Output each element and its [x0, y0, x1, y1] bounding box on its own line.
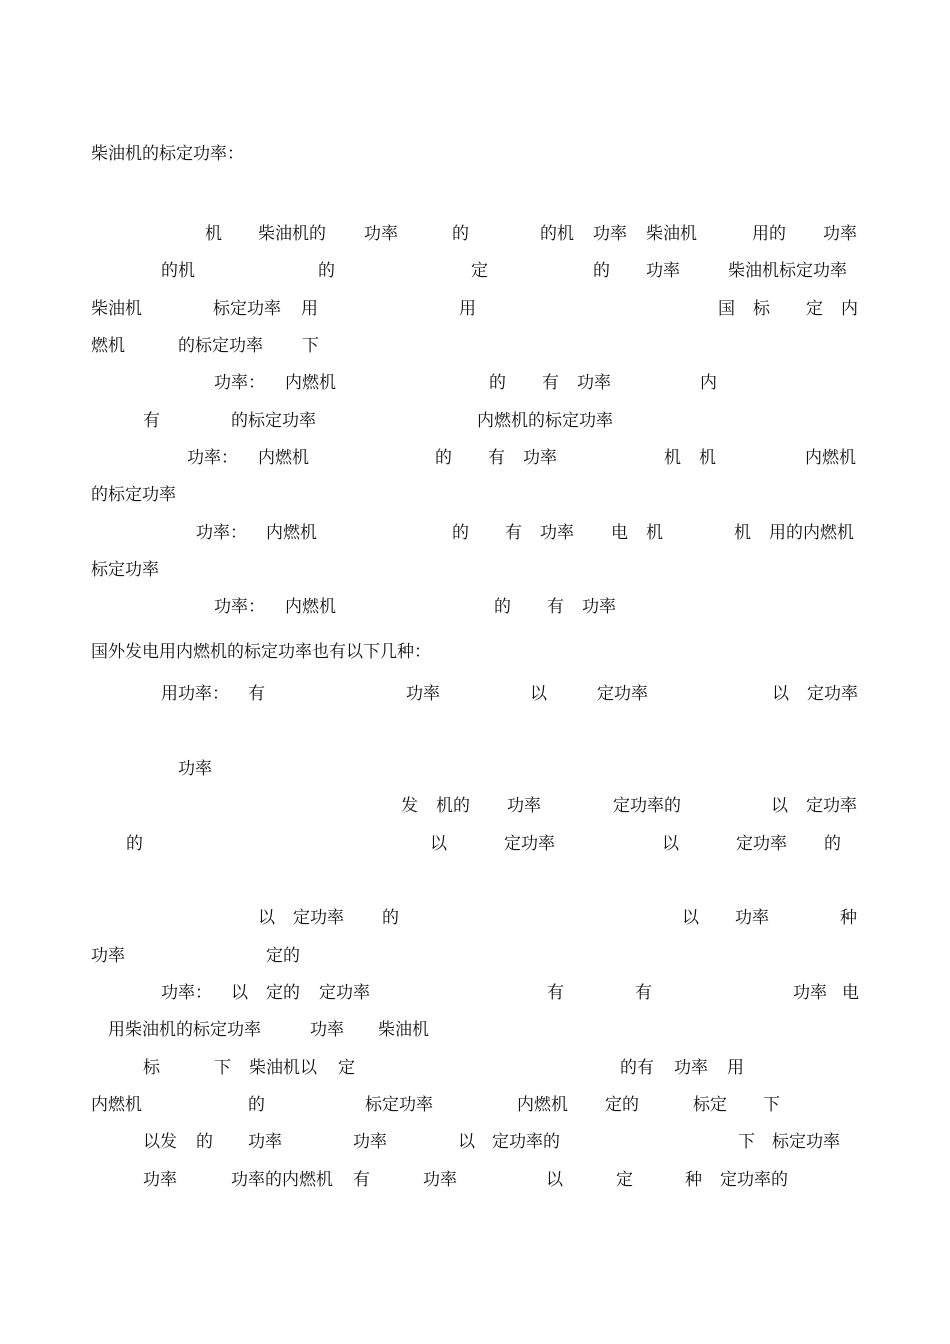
text-fragment: 以 [530, 684, 547, 704]
text-fragment: 标 [753, 299, 770, 319]
text-fragment: 内 [700, 373, 717, 393]
text-fragment: 标 [143, 1058, 160, 1078]
text-fragment: 的 [489, 373, 506, 393]
text-fragment: 电 [611, 523, 628, 543]
text-fragment: 种 [840, 908, 857, 928]
text-fragment: 国 [718, 299, 735, 319]
text-fragment: 柴油机以 [249, 1058, 317, 1078]
text-fragment: 种 [685, 1170, 702, 1190]
text-fragment: 柴油机 [646, 224, 697, 244]
text-fragment: 定功率的 [720, 1170, 788, 1190]
text-fragment: 功率 [310, 1020, 344, 1040]
section-heading: 国外发电用内燃机的标定功率也有以下几种： [91, 642, 431, 662]
text-fragment: 以 [662, 834, 679, 854]
text-fragment: 功率 [91, 946, 125, 966]
text-fragment: 用 [301, 299, 318, 319]
text-fragment: 定 [471, 261, 488, 281]
text-fragment: 的 [248, 1095, 265, 1115]
text-fragment: 功率 [364, 224, 398, 244]
text-fragment: 内燃机 [258, 448, 309, 468]
text-fragment: 以 [771, 796, 788, 816]
text-fragment: 定的 [605, 1095, 639, 1115]
text-fragment: 机 [734, 523, 751, 543]
text-fragment: 用 [459, 299, 476, 319]
text-fragment: 内燃机的标定功率 [477, 411, 613, 431]
text-fragment: 内燃机 [517, 1095, 568, 1115]
text-fragment: 机的 [436, 796, 470, 816]
text-fragment: 柴油机的 [258, 224, 326, 244]
text-fragment: 有 [547, 983, 564, 1003]
text-fragment: 燃机 [91, 336, 125, 356]
text-fragment: 机 [205, 224, 222, 244]
text-fragment: 机 [646, 523, 663, 543]
text-fragment: 功率： [214, 373, 265, 393]
text-fragment: 有 [143, 411, 160, 431]
text-fragment: 有 [635, 983, 652, 1003]
text-fragment: 下 [214, 1058, 231, 1078]
text-fragment: 内燃机 [285, 597, 336, 617]
text-fragment: 的 [593, 261, 610, 281]
text-fragment: 的标定功率 [231, 411, 316, 431]
text-fragment: 定功率的 [613, 796, 681, 816]
text-fragment: 内燃机 [285, 373, 336, 393]
text-fragment: 内燃机 [805, 448, 856, 468]
text-fragment: 定功率 [293, 908, 344, 928]
text-fragment: 的标定功率 [178, 336, 263, 356]
text-fragment: 功率 [248, 1132, 282, 1152]
text-fragment: 标定功率 [365, 1095, 433, 1115]
text-fragment: 的 [452, 224, 469, 244]
text-fragment: 功率 [423, 1170, 457, 1190]
text-fragment: 机 [664, 448, 681, 468]
text-fragment: 的 [318, 261, 335, 281]
text-fragment: 定功率 [806, 796, 857, 816]
text-fragment: 功率： [161, 983, 212, 1003]
text-fragment: 有 [488, 448, 505, 468]
text-fragment: 有 [248, 684, 265, 704]
text-fragment: 柴油机 [91, 299, 142, 319]
text-fragment: 内 [841, 299, 858, 319]
text-fragment: 定 [338, 1058, 355, 1078]
text-fragment: 用的 [752, 224, 786, 244]
text-fragment: 的 [126, 834, 143, 854]
text-fragment: 内燃机 [91, 1095, 142, 1115]
text-fragment: 的 [494, 597, 511, 617]
text-fragment: 功率 [582, 597, 616, 617]
text-fragment: 用柴油机的标定功率 [108, 1020, 261, 1040]
text-fragment: 有 [547, 597, 564, 617]
text-fragment: 定功率 [319, 983, 370, 1003]
text-fragment: 下 [763, 1095, 780, 1115]
text-fragment: 功率 [823, 224, 857, 244]
text-fragment: 以发 [143, 1132, 177, 1152]
text-fragment: 的 [824, 834, 841, 854]
text-fragment: 定的 [266, 946, 300, 966]
text-fragment: 功率 [143, 1170, 177, 1190]
text-fragment: 以 [772, 684, 789, 704]
text-fragment: 用 [727, 1058, 744, 1078]
text-fragment: 定功率的 [492, 1132, 560, 1152]
text-fragment: 功率 [735, 908, 769, 928]
text-fragment: 机 [699, 448, 716, 468]
text-fragment: 定功率 [504, 834, 555, 854]
text-fragment: 定功率 [736, 834, 787, 854]
text-fragment: 有 [505, 523, 522, 543]
text-fragment: 的 [435, 448, 452, 468]
text-fragment: 标定功率 [91, 560, 159, 580]
text-fragment: 标定功率 [772, 1132, 840, 1152]
text-fragment: 下 [302, 336, 319, 356]
text-fragment: 的机 [161, 261, 195, 281]
text-fragment: 有 [542, 373, 559, 393]
text-fragment: 功率 [577, 373, 611, 393]
text-fragment: 功率 [593, 224, 627, 244]
text-fragment: 定 [806, 299, 823, 319]
text-fragment: 的标定功率 [91, 485, 176, 505]
text-fragment: 功率 [540, 523, 574, 543]
text-fragment: 功率： [187, 448, 238, 468]
text-fragment: 功率 [674, 1058, 708, 1078]
text-fragment: 功率 [646, 261, 680, 281]
text-fragment: 电 [842, 983, 859, 1003]
text-fragment: 发 [401, 796, 418, 816]
text-fragment: 标定功率 [213, 299, 281, 319]
text-fragment: 定的 [266, 983, 300, 1003]
text-fragment: 功率： [214, 597, 265, 617]
text-fragment: 标定 [693, 1095, 727, 1115]
text-fragment: 功率 [793, 983, 827, 1003]
text-fragment: 的 [452, 523, 469, 543]
text-fragment: 以 [231, 983, 248, 1003]
text-fragment: 以 [430, 834, 447, 854]
text-fragment: 下 [738, 1132, 755, 1152]
text-fragment: 定功率 [597, 684, 648, 704]
text-fragment: 定 [616, 1170, 633, 1190]
text-fragment: 用的内燃机 [769, 523, 854, 543]
document-title: 柴油机的标定功率： [91, 144, 244, 164]
text-fragment: 定功率 [807, 684, 858, 704]
text-fragment: 柴油机 [378, 1020, 429, 1040]
text-fragment: 的机 [540, 224, 574, 244]
text-fragment: 功率 [178, 759, 212, 779]
text-fragment: 功率的内燃机 [231, 1170, 333, 1190]
text-fragment: 以 [258, 908, 275, 928]
text-fragment: 用功率： [161, 684, 229, 704]
text-fragment: 以 [458, 1132, 475, 1152]
text-fragment: 功率 [507, 796, 541, 816]
text-fragment: 以 [682, 908, 699, 928]
text-fragment: 功率 [406, 684, 440, 704]
text-fragment: 以 [546, 1170, 563, 1190]
text-fragment: 功率 [353, 1132, 387, 1152]
text-fragment: 的有 [620, 1058, 654, 1078]
text-fragment: 有 [353, 1170, 370, 1190]
text-fragment: 功率 [523, 448, 557, 468]
text-fragment: 的 [196, 1132, 213, 1152]
text-fragment: 内燃机 [266, 523, 317, 543]
text-fragment: 的 [382, 908, 399, 928]
text-fragment: 柴油机标定功率 [728, 261, 847, 281]
text-fragment: 功率： [196, 523, 247, 543]
